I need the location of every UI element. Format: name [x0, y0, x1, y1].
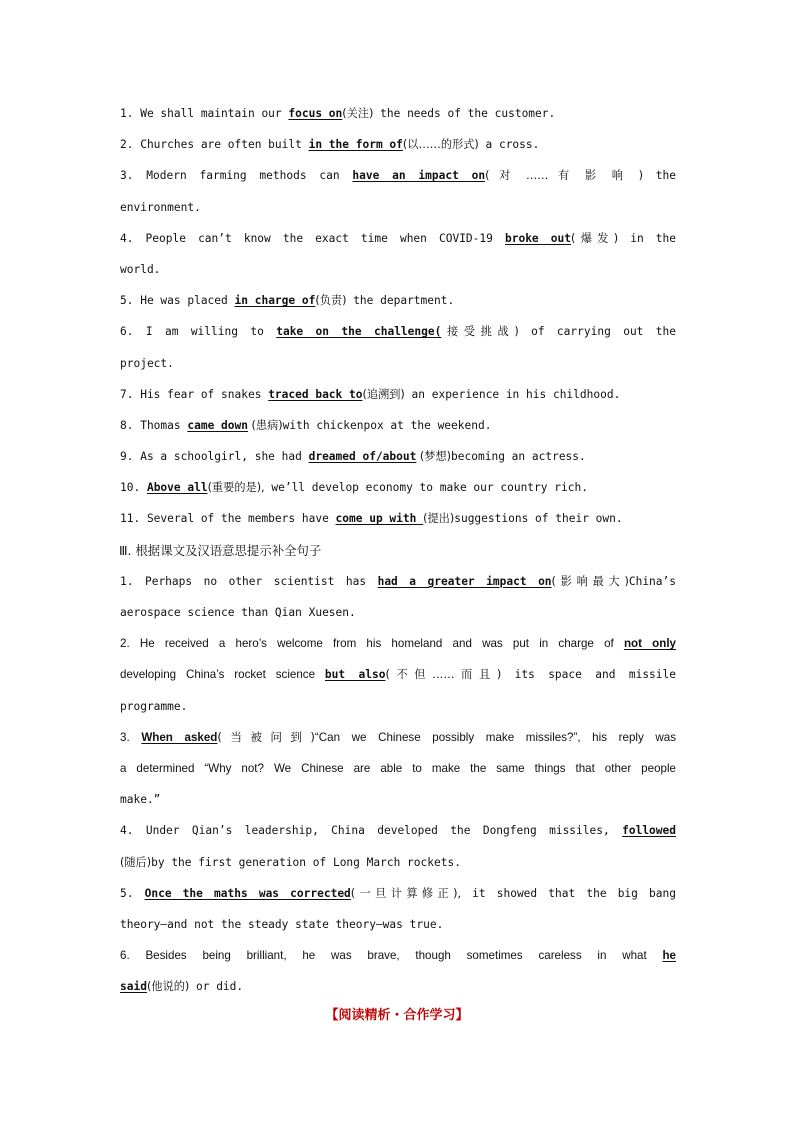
exercise-item-5	[120, 285, 676, 316]
sentence-text: by the first generation of Long March rockets.	[151, 855, 461, 869]
exercise-item-4	[120, 223, 676, 254]
chinese-hint: ( 对 …… 有 影 响 )	[485, 169, 643, 183]
item-text: we’ll develop economy to make our country rich.	[264, 481, 588, 495]
sentence-text: 5.	[120, 886, 145, 900]
exercise-item-2	[120, 129, 676, 160]
exercise-item-3	[120, 160, 676, 191]
sentence-text: it showed that the big bang	[461, 886, 676, 900]
exercise-item-7	[120, 379, 676, 410]
sentence-2-continued: programme.	[120, 699, 188, 713]
sentence-5-continued: theory—and not the steady state theory—was true.	[120, 917, 444, 931]
chinese-hint: 接受挑战)	[441, 325, 519, 339]
item-text: the department.	[346, 294, 455, 308]
answer-text: Once the maths was corrected	[144, 886, 351, 900]
sentence-text: or did.	[189, 980, 244, 994]
sentence-1	[120, 566, 676, 597]
sentence-text: 2. He received a hero’s welcome from his homeland and was put in charge of	[120, 637, 624, 651]
exercise-item-1	[120, 98, 676, 129]
answer-text: not only	[623, 637, 676, 651]
item-text: 7. His fear of snakes	[120, 387, 269, 401]
answer-text: take on the challenge(	[276, 325, 442, 339]
sentence-2	[120, 628, 676, 659]
chinese-hint: (不但……而且)	[385, 668, 502, 682]
chinese-hint: (当被问到)	[217, 729, 315, 744]
sentence-text: 3.	[120, 730, 142, 744]
sentence-4	[120, 815, 676, 846]
sentence-text: China’s	[628, 574, 676, 588]
sentence-5	[120, 878, 676, 909]
answer-text: Above all	[146, 481, 208, 495]
chinese-hint: (他说的)	[146, 980, 190, 994]
item-text: 1. We shall maintain our	[120, 107, 289, 120]
exercise-item-6	[120, 316, 676, 347]
item-text: 11. Several of the members have	[120, 512, 336, 526]
sentence-6	[120, 940, 676, 971]
sentence-1-continued: aerospace science than Qian Xuesen.	[120, 606, 356, 619]
item-text: 6. I am willing to	[120, 325, 277, 339]
answer-text: traced back to	[268, 387, 363, 401]
item-text: the needs of the customer.	[373, 107, 556, 120]
answer-text: came down	[187, 418, 248, 432]
exercise-item-8	[120, 410, 676, 441]
item-text: the	[642, 169, 676, 183]
exercise-item-4-continued: world.	[120, 262, 161, 276]
sentence-3-line-2: a determined “Why not? We Chinese are able to make the same things that other people	[120, 761, 676, 775]
sentence-text: 6. Besides being brilliant, he was brave, though sometimes careless in what	[120, 949, 663, 963]
item-text: 4. People can’t know the exact time when COVID-19	[120, 231, 505, 245]
item-text: of carrying out the	[518, 325, 676, 339]
exercise-item-6-continued: project.	[120, 356, 174, 370]
answer-text: followed	[622, 824, 676, 838]
answer-text: have an impact on	[352, 169, 486, 183]
answer-text: in the form of	[308, 138, 403, 152]
item-text: 10.	[120, 481, 147, 495]
exercise-item-10	[120, 472, 676, 503]
exercise-item-11	[120, 503, 676, 534]
answer-text: he	[662, 949, 676, 963]
sentence-3-line-3: make.”	[120, 793, 161, 807]
chinese-hint: (关注)	[342, 107, 374, 120]
answer-text: but also	[324, 668, 386, 682]
answer-text: said	[120, 980, 147, 994]
chinese-hint: (影响最大)	[551, 574, 629, 588]
exercise-item-3-continued: environment.	[120, 200, 201, 214]
answer-text: dreamed of/about	[308, 450, 417, 464]
sentence-text: 4. Under Qian’s leadership, China developed the Dongfeng missiles,	[120, 824, 623, 838]
chinese-hint: (随后)	[120, 855, 152, 869]
item-text: 2. Churches are often built	[120, 138, 309, 152]
item-text: an experience in his childhood.	[404, 387, 621, 401]
chinese-hint: (重要的是),	[207, 481, 265, 495]
chinese-hint: (负责)	[315, 294, 347, 308]
item-text: a cross.	[478, 138, 540, 152]
item-text: 5. He was placed	[120, 294, 235, 308]
chinese-hint: (爆发)	[570, 231, 619, 245]
item-text: suggestions of their own.	[454, 512, 623, 526]
sentence-text: developing China’s rocket science	[120, 668, 325, 682]
sentence-4-continued	[120, 847, 676, 878]
answer-text: broke out	[504, 231, 571, 245]
chinese-hint: (一旦计算修正),	[350, 886, 461, 900]
chinese-hint: (患病)	[247, 418, 283, 432]
chinese-hint: (追溯到)	[362, 387, 405, 401]
item-text: 3. Modern farming methods can	[120, 169, 353, 183]
answer-text: focus on	[288, 107, 343, 120]
section-footer-title: 【阅读精析・合作学习】	[325, 1008, 469, 1023]
item-text: becoming an actress.	[451, 450, 586, 464]
item-text: 9. As a schoolgirl, she had	[120, 450, 309, 464]
chinese-hint: (提出)	[423, 512, 455, 526]
answer-text: had a greater impact on	[377, 574, 552, 588]
exercise-item-9	[120, 441, 676, 472]
sentence-3	[120, 722, 676, 753]
chinese-hint: (以……的形式)	[402, 138, 479, 152]
answer-text: in charge of	[234, 294, 316, 308]
item-text: in the	[618, 231, 676, 245]
sentence-text: 1. Perhaps no other scientist has	[120, 574, 378, 588]
answer-text: come up with	[335, 512, 424, 526]
sentence-6-continued	[120, 971, 676, 1002]
section-heading: Ⅲ. 根据课文及汉语意思提示补全句子	[119, 542, 322, 558]
sentence-text: “Can we Chinese possibly make missiles?”, his reply was	[314, 730, 676, 744]
item-text: 8. Thomas	[120, 418, 188, 432]
worksheet-page	[120, 98, 676, 1002]
sentence-text: its space and missile	[501, 668, 676, 682]
item-text: with chickenpox at the weekend.	[282, 418, 492, 432]
answer-text: When asked	[141, 730, 218, 744]
chinese-hint: (梦想)	[416, 450, 452, 464]
sentence-2-line-2	[120, 659, 676, 690]
